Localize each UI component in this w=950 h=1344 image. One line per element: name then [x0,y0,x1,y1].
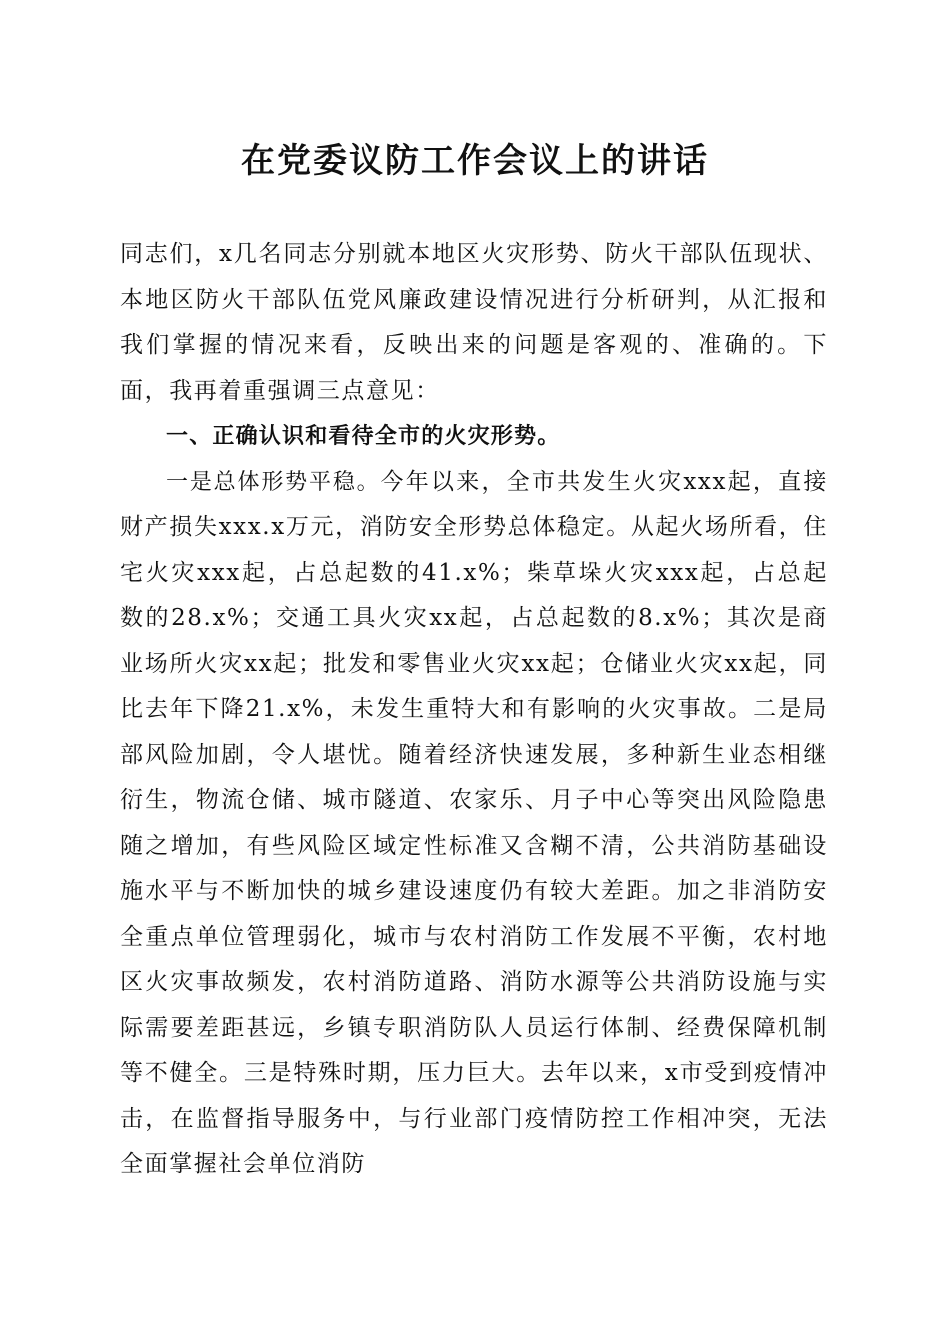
paragraph-body: 今年以来，全市共发生火灾xxx起，直接财产损失xxx.x万元，消防安全形势总体稳定。从起火场所看，住宅火灾xxx起，占总起数的41.x%；柴草垛火灾xxx起，占总起数的28.x%；交通工具火灾xx起，占总起数的8.x%；其次是商业场所火灾xx起；批发和零售业火灾xx起；仓储业火灾xx起，同比去年下降21.x%，未发生重特大和有影响的火灾事故。二是局部风险加剧，令人堪忧。随着经济快速发展，多种新生业态相继衍生，物流仓储、城市隧道、农家乐、月子中心等突出风险隐患随之增加，有些风险区域定性标准又含糊不清，公共消防基础设施水平与不断加快的城乡建设速度仍有较大差距。加之非消防安全重点单位管理弱化，城市与农村消防工作发展不平衡，农村地区火灾事故频发，农村消防道路、消防水源等公共消防设施与实际需要差距甚远，乡镇专职消防队人员运行体制、经费保障机制等不健全。三是特殊时期，压力巨大。去年以来，x市受到疫情冲击，在监督指导服务中，与行业部门疫情防控工作相冲突，无法全面掌握社会单位消防 [120,468,828,1177]
paragraph-lead: 一是总体形势平稳。 [166,469,381,495]
section-heading-1: 一、正确认识和看待全市的火灾形势。 [166,424,561,449]
body-paragraph-1 [120,460,828,1188]
document-title: 在党委议防工作会议上的讲话 [241,141,709,181]
document-body [120,232,828,1188]
intro-paragraph: 同志们，x几名同志分别就本地区火灾形势、防火干部队伍现状、本地区防火干部队伍党风廉政建设情况进行分析研判，从汇报和我们掌握的情况来看，反映出来的问题是客观的、准确的。下面，我再着重强调三点意见： [120,241,828,404]
